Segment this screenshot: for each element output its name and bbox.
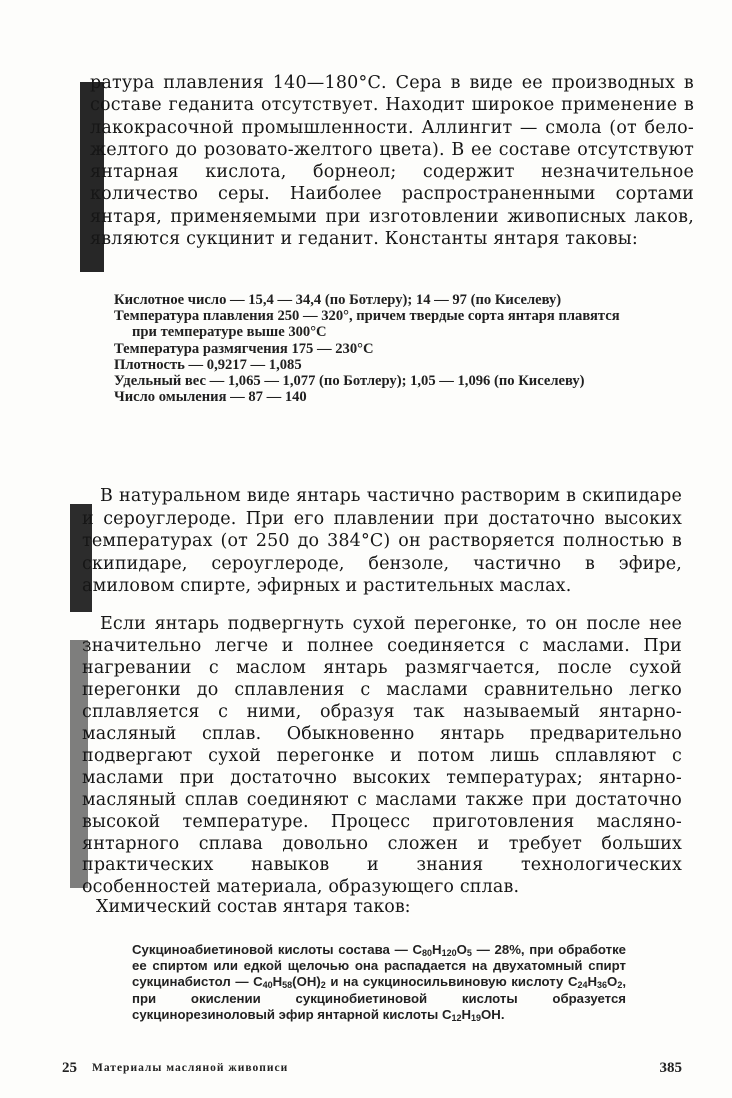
chemical-composition-note: Сукциноабиетиновой кислоты состава — $C_{80}H_{120}O_5$ — 28%, при обработке ее спиртом или едкой щелочью она распадается на двухатомный спирт сукцинабистол — $C_{40}H_{58}(OH)_2$ и на сукциносильвиновую кислоту $C_{24}H_{36}O_2$, при окислении сукцинобиетиновой кислоты образуется сукцинорезиноловый эфир янтарной кислоты $C_{12}H_{19}OH$. xyxy=(132,942,627,1023)
paragraph-dry-distillation: Если янтарь подвергнуть сухой перегонке, то он после нее значительно легче и полнее соединяется с маслами. При нагревании с маслом янтарь размягчается, после сухой перегонки до сплавления с маслами сравнительно легко сплавляется с ними, образуя так называемый янтарно-масляный сплав. Обыкновенно янтарь предварительно подвергают сухой перегонке и потом лишь сплавляют с маслами при достаточно высоких температурах; янтарно-масляный сплав соединяют с маслами также при достаточно высокой температуре. Процесс приготовления масляно-янтарного сплава довольно сложен и требует больших практических навыков и знания технологических особенностей материала, образующего сплав. xyxy=(82,614,682,898)
constant-softening-point: Температура размягчения 175 — 230°С xyxy=(114,340,374,357)
paragraph-chemical-composition-heading: Химический состав янтаря таков: xyxy=(96,897,411,917)
constant-density: Плотность — 0,9217 — 1,085 xyxy=(114,356,302,373)
paragraph-amber-varieties: ратура плавления 140—180°С. Сера в виде ее производных в составе геданита отсутствует. Находит широкое применение в лакокрасочной промышленности. Аллингит — смола (от бело-желтого до розовато-желтого цвета). В ее составе отсутствуют янтарная кислота, борнеол; содержит незначительное количество серы. Наиболее распространенными сортами янтаря, применяемыми при изготовлении живописных лаков, являются сукцинит и геданит. Константы янтаря таковы: xyxy=(90,73,694,250)
paragraph-solubility: В натуральном виде янтарь частично растворим в скипидаре и сероуглероде. При его плавлении при достаточно высоких температурах (от 250 до 384°С) он растворяется полностью в скипидаре, сероуглероде, бензоле, частично в эфире, амиловом спирте, эфирных и растительных маслах. xyxy=(82,486,682,597)
constant-saponification-number: Число омыления — 87 — 140 xyxy=(114,389,307,406)
constant-melting-point: Температура плавления 250 — 320°, причем твердые сорта янтаря плавятся при температуре выше 300°С xyxy=(114,308,620,341)
constant-acid-number: Кислотное число — 15,4 — 34,4 (по Ботлеру); 14 — 97 (по Киселеву) xyxy=(114,292,562,308)
amber-constants-list xyxy=(114,292,634,405)
page-footer xyxy=(62,1060,682,1080)
page-number: 385 xyxy=(659,1060,682,1076)
running-title: Материалы масляной живописи xyxy=(92,1062,289,1074)
constant-specific-weight: Удельный вес — 1,065 — 1,077 (по Ботлеру); 1,05 — 1,096 (по Киселеву) xyxy=(114,373,585,390)
signature-number: 25 xyxy=(62,1060,77,1076)
